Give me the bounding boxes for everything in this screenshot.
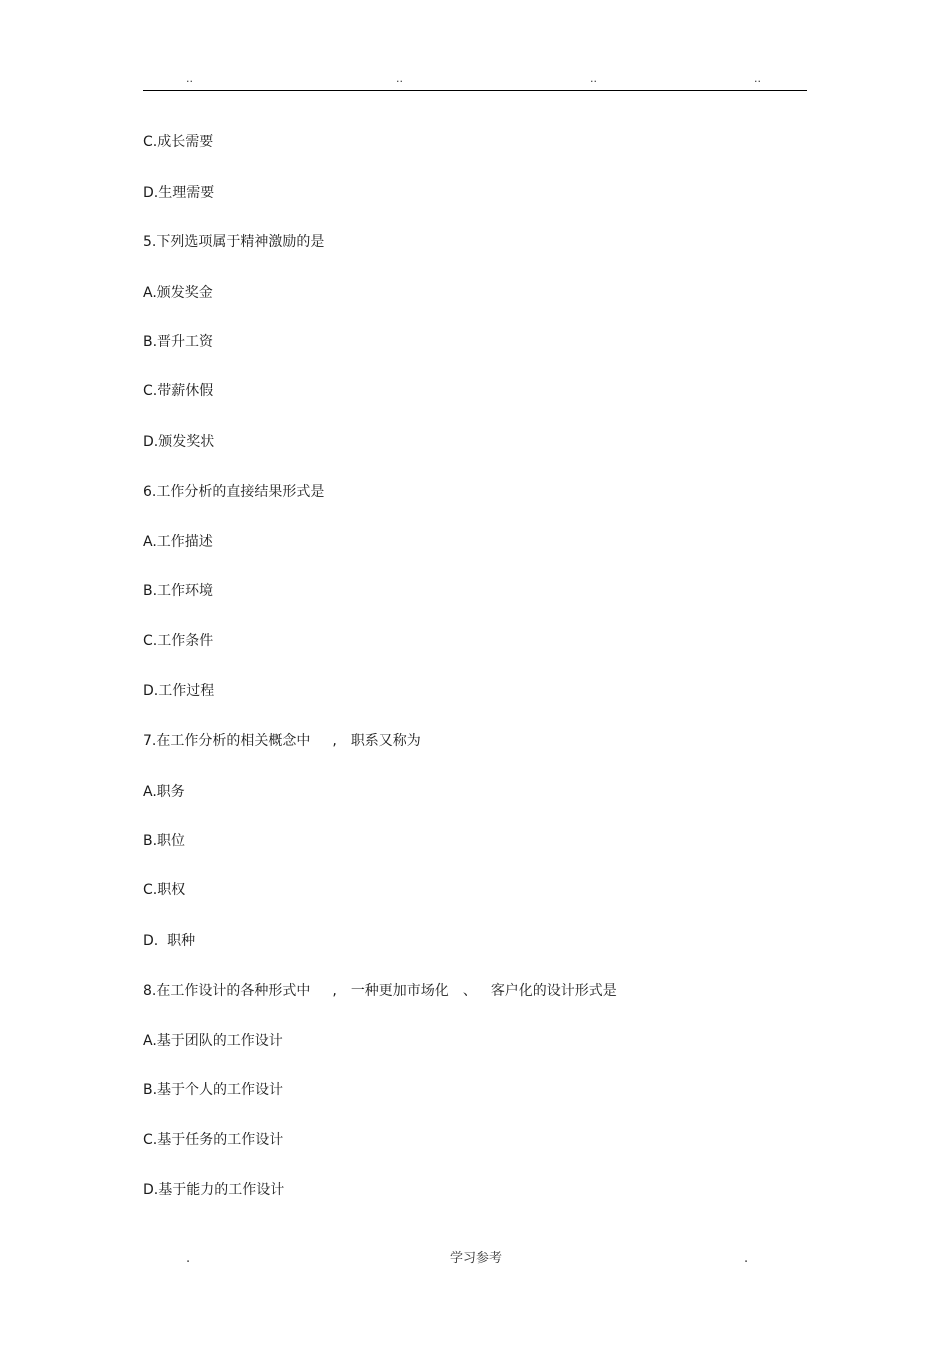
option-a: A.颁发奖金 [143, 285, 213, 301]
question-7-stem [143, 732, 421, 750]
option-a: A.工作描述 [143, 534, 213, 550]
question-6-stem: 6.工作分析的直接结果形式是 [143, 484, 325, 500]
question-8-text-2: 一种更加市场化 [350, 983, 449, 999]
option-c: C.带薪休假 [143, 383, 214, 399]
option-d: D.颁发奖状 [143, 434, 215, 450]
header-divider [143, 90, 807, 91]
question-7-comma: , [332, 733, 337, 749]
header-mark: .. [186, 72, 193, 85]
option-c: C.成长需要 [143, 134, 214, 150]
footer-label: 学习参考 [450, 1251, 503, 1266]
page-header [0, 72, 950, 86]
question-8-separator: 、 [462, 983, 477, 999]
option-a: A.基于团队的工作设计 [143, 1033, 283, 1049]
option-c: C.职权 [143, 882, 186, 898]
question-7-text-1: 7.在工作分析的相关概念中 [143, 733, 311, 749]
footer-mark-right: . [744, 1251, 749, 1266]
option-d: D.基于能力的工作设计 [143, 1182, 285, 1198]
question-8-comma: , [332, 983, 337, 999]
option-b: B.职位 [143, 833, 186, 849]
header-mark: .. [590, 72, 597, 85]
header-mark: .. [754, 72, 761, 85]
option-a: A.职务 [143, 784, 185, 800]
option-b: B.晋升工资 [143, 334, 214, 350]
option-d: D.工作过程 [143, 683, 215, 699]
option-b: B.工作环境 [143, 583, 214, 599]
page-footer [0, 1250, 950, 1268]
question-5-stem: 5.下列选项属于精神激励的是 [143, 234, 325, 250]
option-c: C.基于任务的工作设计 [143, 1132, 284, 1148]
option-c: C.工作条件 [143, 633, 214, 649]
question-7-text-2: 职系又称为 [350, 733, 421, 749]
footer-mark-left: . [186, 1251, 191, 1266]
option-b: B.基于个人的工作设计 [143, 1082, 284, 1098]
question-8-stem [143, 982, 617, 1000]
question-8-text-3: 客户化的设计形式是 [490, 983, 617, 999]
option-d: D. 职种 [143, 933, 196, 949]
question-8-text-1: 8.在工作设计的各种形式中 [143, 983, 311, 999]
option-d: D.生理需要 [143, 185, 215, 201]
header-mark: .. [396, 72, 403, 85]
